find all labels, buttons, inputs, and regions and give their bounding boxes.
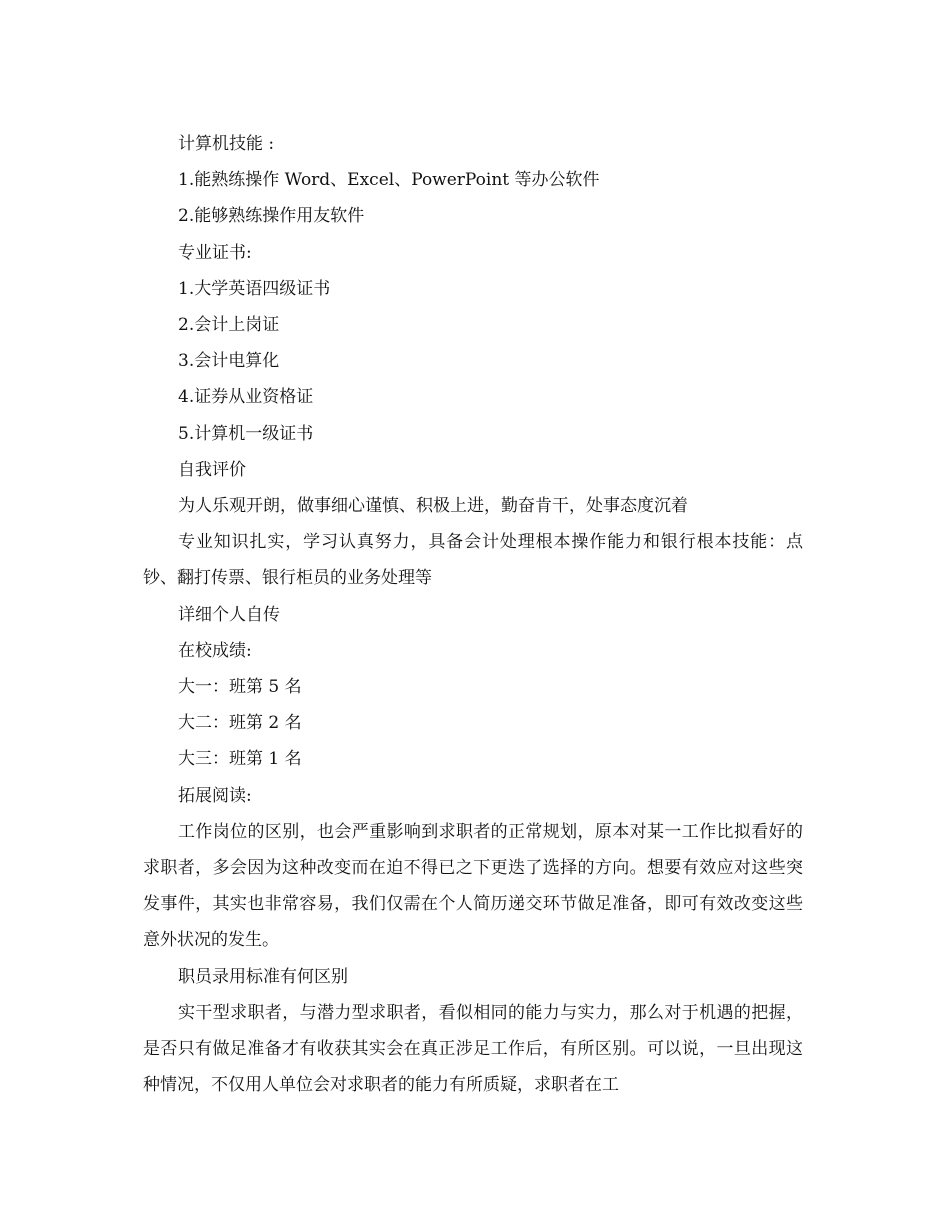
document-body <box>143 126 803 1103</box>
heading-autobiography: 详细个人自传 <box>178 604 280 625</box>
reading-paragraph-2: 实干型求职者，与潜力型求职者，看似相同的能力与实力，那么对于机遇的把握，是否只有做足准备才有收获其实会在真正涉足工作后，有所区别。可以说，一旦出现这种情况，不仅用人单位会对求职者的能力有所质疑，求职者在工 <box>143 1002 803 1096</box>
grade-item-year2: 大二：班第 2 名 <box>178 713 302 734</box>
self-evaluation-personality: 为人乐观开朗，做事细心谨慎、积极上进，勤奋肯干，处事态度沉着 <box>178 496 688 517</box>
skill-item-office: 1.能熟练操作 Word、Excel、PowerPoint 等办公软件 <box>178 170 600 191</box>
heading-certificates: 专业证书: <box>178 242 252 263</box>
certificate-item-securities: 4.证券从业资格证 <box>178 387 314 408</box>
heading-school-grades: 在校成绩: <box>178 640 252 661</box>
certificate-item-computerized-accounting: 3.会计电算化 <box>178 351 280 372</box>
certificate-item-computer: 5.计算机一级证书 <box>178 423 314 444</box>
self-evaluation-skills: 专业知识扎实，学习认真努力，具备会计处理根本操作能力和银行根本技能：点钞、翻打传票、银行柜员的业务处理等 <box>143 532 803 589</box>
grade-item-year3: 大三：班第 1 名 <box>178 749 302 770</box>
heading-hiring-standards: 职员录用标准有何区别 <box>178 966 348 987</box>
certificate-item-cet4: 1.大学英语四级证书 <box>178 278 331 299</box>
certificate-item-accounting: 2.会计上岗证 <box>178 315 280 336</box>
heading-computer-skills: 计算机技能 : <box>178 134 275 154</box>
grade-item-year1: 大一：班第 5 名 <box>178 677 302 698</box>
heading-extended-reading: 拓展阅读: <box>178 785 252 806</box>
heading-self-evaluation: 自我评价 <box>178 459 246 480</box>
reading-paragraph-1: 工作岗位的区别，也会严重影响到求职者的正常规划，原本对某一工作比拟看好的求职者，多会因为这种改变而在迫不得已之下更迭了选择的方向。想要有效应对这些突发事件，其实也非常容易，我们仅需在个人简历递交环节做足准备，即可有效改变这些意外状况的发生。 <box>143 821 803 951</box>
skill-item-yonyou: 2.能够熟练操作用友软件 <box>178 206 365 227</box>
